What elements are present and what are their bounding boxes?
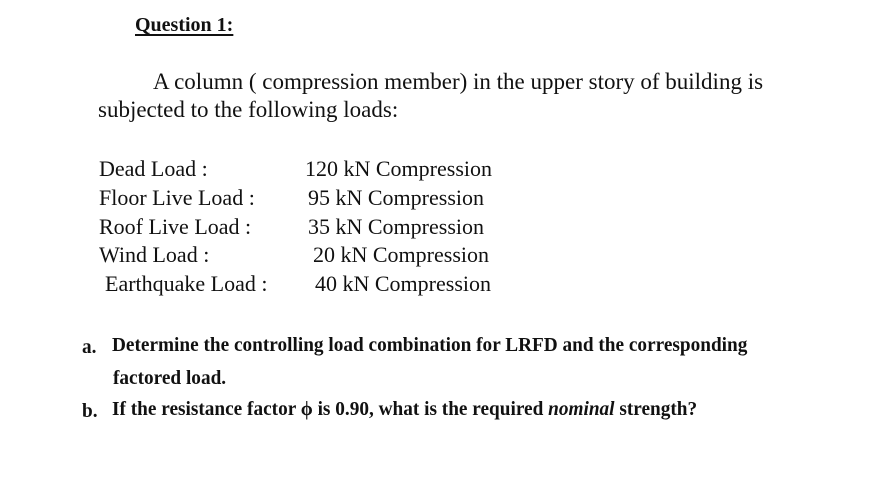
question-b-marker: b. (82, 400, 98, 422)
load-value-earthquake: 40 kN Compression (315, 271, 491, 296)
question-b-text-after: strength? (614, 398, 698, 420)
load-value-dead: 120 kN Compression (305, 156, 492, 181)
question-heading: Question 1: (135, 14, 234, 36)
load-value-floor-live: 95 kN Compression (308, 185, 484, 210)
question-b-text-middle: is 0.90, what is the required (312, 398, 549, 420)
load-name-wind: Wind Load : (99, 242, 210, 267)
load-value-wind: 20 kN Compression (313, 242, 489, 267)
nominal-emphasis: nominal (548, 398, 615, 420)
question-b-text-before: If the resistance factor (112, 398, 301, 420)
load-name-floor-live: Floor Live Load : (99, 185, 255, 210)
question-b-text (112, 398, 697, 421)
load-name-roof-live: Roof Live Load : (99, 214, 252, 239)
load-name-dead: Dead Load : (99, 156, 208, 181)
question-a-line-1: Determine the controlling load combination for LRFD and the corresponding (112, 334, 748, 356)
question-a-marker: a. (82, 336, 97, 358)
load-name-earthquake: Earthquake Load : (105, 271, 268, 296)
intro-line-2: subjected to the following loads: (98, 97, 399, 122)
load-value-roof-live: 35 kN Compression (308, 214, 484, 239)
question-a-line-2: factored load. (113, 367, 227, 389)
intro-line-1: A column ( compression member) in the upper story of building is (153, 69, 764, 94)
phi-symbol: ϕ (300, 398, 313, 420)
